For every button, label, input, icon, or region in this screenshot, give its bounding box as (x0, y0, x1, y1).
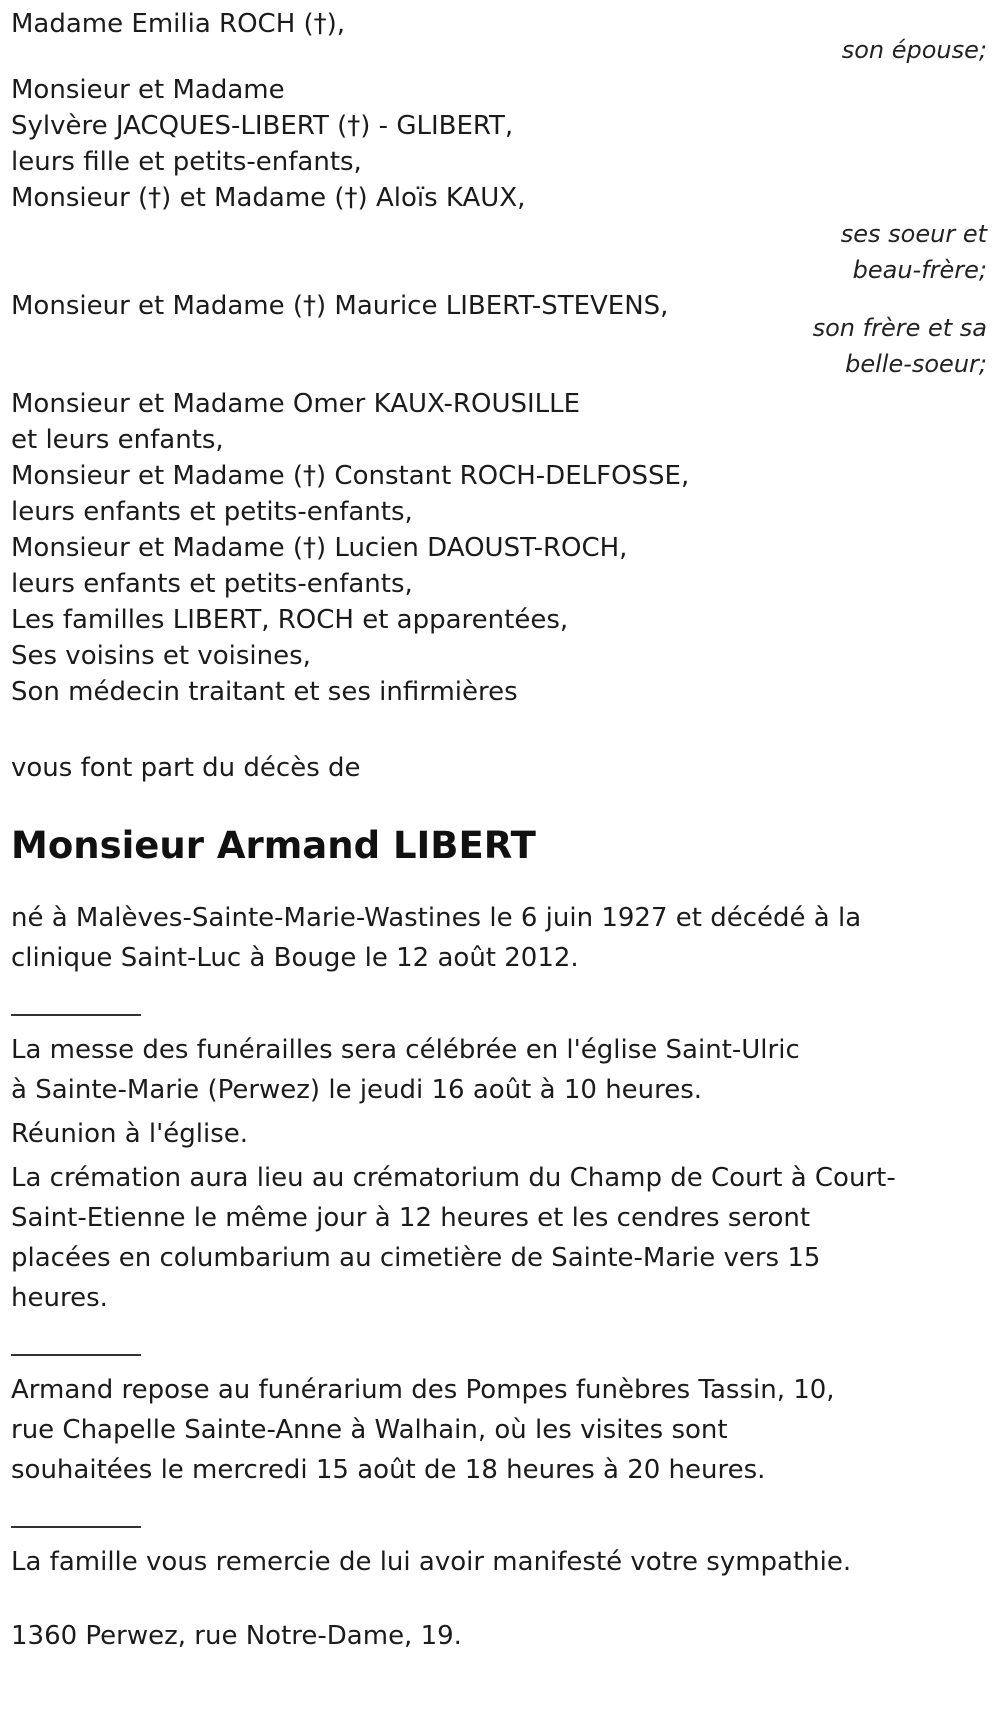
mourner-line: Monsieur et Madame (†) Lucien DAOUST-ROCH, (11, 533, 628, 563)
deceased-name: Monsieur Armand LIBERT (11, 824, 536, 867)
mourner-line: et leurs enfants, (11, 425, 224, 455)
relation-label: son épouse; (841, 36, 987, 64)
mourner-line: Monsieur et Madame (11, 75, 285, 105)
mourner-line: Monsieur (†) et Madame (†) Aloïs KAUX, (11, 183, 526, 213)
funeral-mass-text: La messe des funérailles sera célébrée en l'église Saint-Ulric à Sainte-Marie (Perwez) le jeudi 16 août à 10 heures. (11, 1035, 800, 1105)
relation-label: beau-frère; (852, 256, 987, 284)
thanks-text: La famille vous remercie de lui avoir manifesté votre sympathie. (11, 1547, 852, 1577)
mourner-line: Madame Emilia ROCH (†), (11, 9, 346, 39)
mourner-line: leurs enfants et petits-enfants, (11, 569, 413, 599)
mourner-line: Ses voisins et voisines, (11, 641, 311, 671)
relation-label: son frère et sa (812, 314, 987, 342)
announcement-text: vous font part du décès de (11, 753, 361, 783)
mourner-line: Sylvère JACQUES-LIBERT (†) - GLIBERT, (11, 111, 514, 141)
mourners-list (11, 4, 991, 712)
obituary-page (11, 0, 991, 1656)
mourner-line: Les familles LIBERT, ROCH et apparentées, (11, 605, 569, 635)
mourner-line: leurs fille et petits-enfants, (11, 147, 362, 177)
separator-rule (11, 1526, 141, 1528)
mourner-line: Monsieur et Madame Omer KAUX-ROUSILLE (11, 389, 581, 419)
mourner-line: Monsieur et Madame (†) Constant ROCH-DELFOSSE, (11, 461, 690, 491)
birth-death-text: né à Malèves-Sainte-Marie-Wastines le 6 juin 1927 et décédé à la clinique Saint-Luc à Bouge le 12 août 2012. (11, 903, 862, 973)
relation-label: ses soeur et (840, 220, 987, 248)
separator-rule (11, 1014, 141, 1016)
mourner-line: Son médecin traitant et ses infirmières (11, 677, 518, 707)
relation-label: belle-soeur; (845, 350, 987, 378)
mourner-line: Monsieur et Madame (†) Maurice LIBERT-STEVENS, (11, 291, 669, 321)
separator-rule (11, 1354, 141, 1356)
church-meeting-text: Réunion à l'église. (11, 1119, 249, 1149)
visitation-text: Armand repose au funérarium des Pompes funèbres Tassin, 10, rue Chapelle Sainte-Anne à Walhain, où les visites sont souhaitées le mercredi 15 août de 18 heures à 20 heures. (11, 1375, 835, 1485)
cremation-text: La crémation aura lieu au crématorium du Champ de Court à Court-Saint-Etienne le même jour à 12 heures et les cendres seront placées en columbarium au cimetière de Sainte-Marie vers 15 heures. (11, 1163, 896, 1313)
address-text: 1360 Perwez, rue Notre-Dame, 19. (11, 1621, 462, 1651)
mourner-line: leurs enfants et petits-enfants, (11, 497, 413, 527)
